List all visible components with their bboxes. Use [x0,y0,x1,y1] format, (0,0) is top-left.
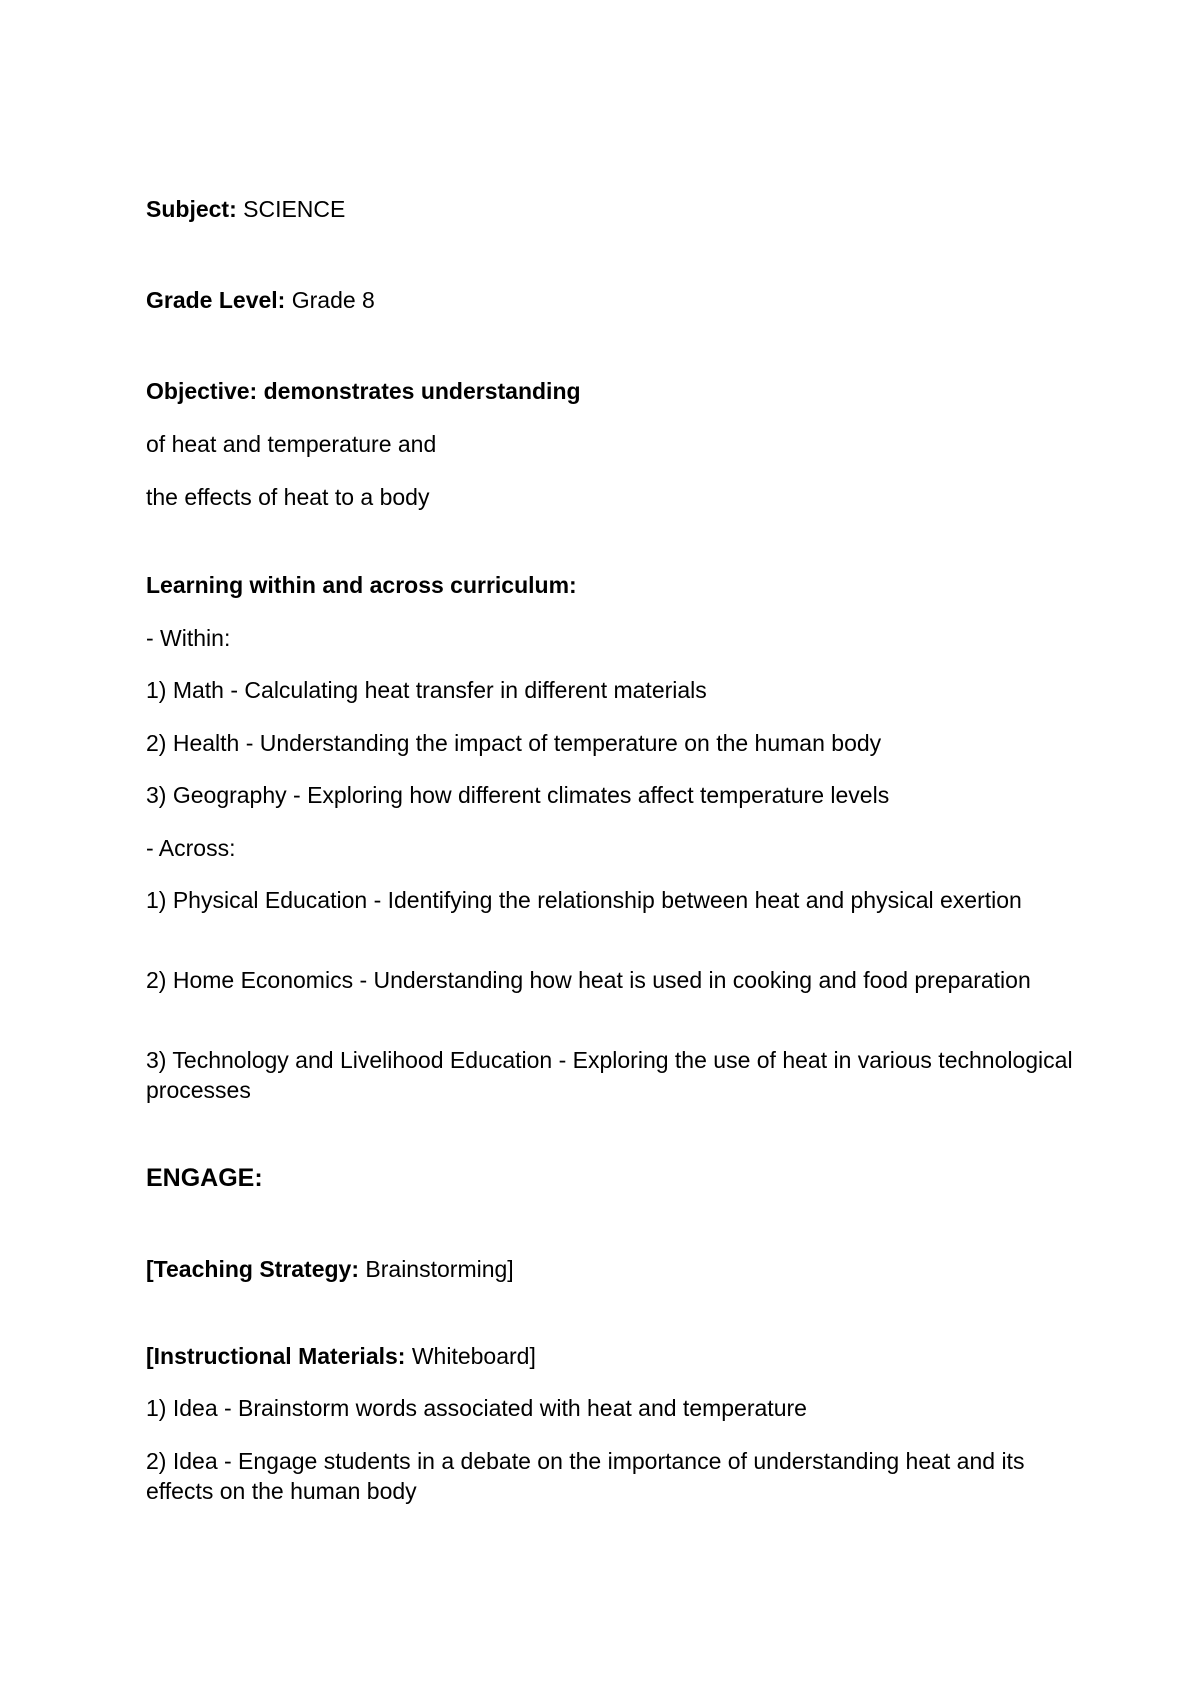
idea-item-2: 2) Idea - Engage students in a debate on the importance of understanding heat and its effects on the human body [146,1448,1025,1504]
teaching-strategy-open-bracket: [ [146,1256,154,1282]
instructional-materials-value: Whiteboard] [405,1343,536,1369]
within-item-health: 2) Health - Understanding the impact of temperature on the human body [146,730,882,756]
objective-label: Objective: [146,378,258,404]
objective-line [146,376,1076,406]
within-item-math: 1) Math - Calculating heat transfer in different materials [146,677,707,703]
instructional-materials-label: Instructional Materials: [153,1343,406,1369]
engage-heading: ENGAGE: [146,1164,263,1192]
objective-text-line-3: the effects of heat to a body [146,484,430,510]
subject-value: SCIENCE [236,196,346,222]
teaching-strategy-value: Brainstorming] [359,1256,514,1282]
across-item-tle: 3) Technology and Livelihood Education - Exploring the use of heat in various technological processes [146,1047,1073,1103]
within-label: - Within: [146,625,231,651]
subject-label: Subject: [146,196,237,222]
teaching-strategy-label: Teaching Strategy: [153,1256,360,1282]
across-item-home-economics: 2) Home Economics - Understanding how heat is used in cooking and food preparation [146,967,1031,993]
subject-line [146,194,1076,224]
grade-level-value: Grade 8 [285,287,375,313]
within-item-geography: 3) Geography - Exploring how different climates affect temperature levels [146,782,890,808]
grade-level-line [146,285,1076,315]
teaching-strategy-line [146,1254,1076,1284]
learning-heading: Learning within and across curriculum: [146,572,577,598]
idea-item-1: 1) Idea - Brainstorm words associated with heat and temperature [146,1395,807,1421]
across-label: - Across: [146,835,236,861]
objective-text-first: demonstrates understanding [257,378,581,404]
grade-level-label: Grade Level: [146,287,286,313]
objective-text-line-2: of heat and temperature and [146,431,437,457]
instructional-materials-open-bracket: [ [146,1343,154,1369]
across-item-physical-education: 1) Physical Education - Identifying the relationship between heat and physical exertion [146,887,1022,913]
instructional-materials-line [146,1341,1076,1371]
